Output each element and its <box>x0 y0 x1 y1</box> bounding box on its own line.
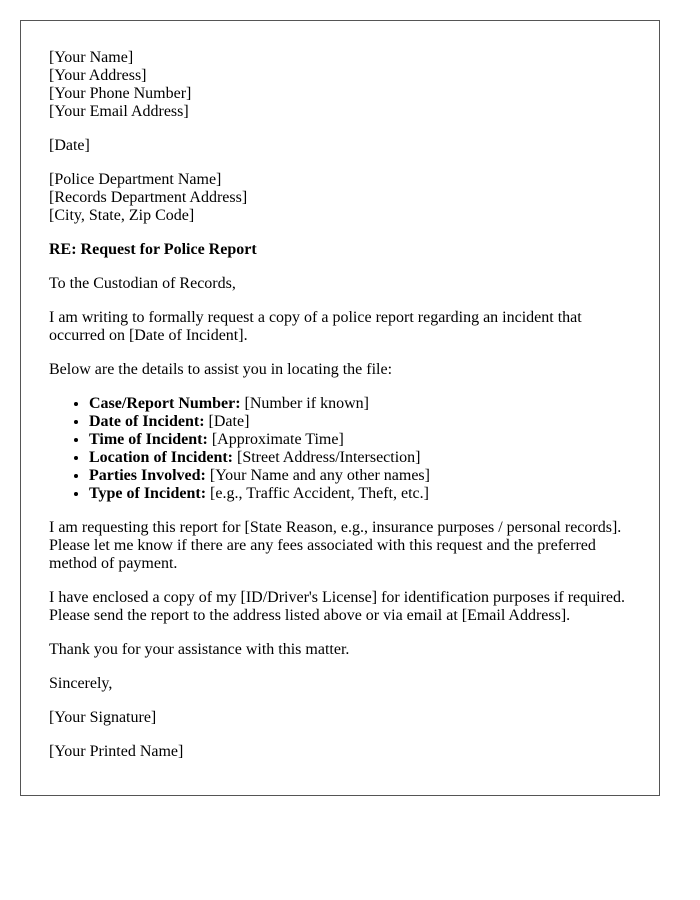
sender-phone: [Your Phone Number] <box>49 85 192 102</box>
paragraph-request: I am writing to formally request a copy of a police report regarding an incident that occurred on [Date of Incident]. <box>49 309 582 344</box>
detail-label: Case/Report Number: <box>89 395 241 412</box>
detail-value: [Approximate Time] <box>207 431 344 448</box>
recipient-block <box>49 171 631 225</box>
detail-item-location <box>89 449 631 467</box>
detail-label: Time of Incident: <box>89 431 208 448</box>
closing: Sincerely, <box>49 675 113 692</box>
letter-document <box>20 20 660 796</box>
detail-label: Type of Incident: <box>89 485 207 502</box>
detail-label: Parties Involved: <box>89 467 206 484</box>
sender-name: [Your Name] <box>49 49 134 66</box>
sender-address: [Your Address] <box>49 67 147 84</box>
recipient-address: [Records Department Address] <box>49 189 248 206</box>
detail-value: [Street Address/Intersection] <box>233 449 421 466</box>
signature: [Your Signature] <box>49 709 157 726</box>
detail-value: [e.g., Traffic Accident, Theft, etc.] <box>206 485 429 502</box>
detail-item-type <box>89 485 631 503</box>
printed-name: [Your Printed Name] <box>49 743 184 760</box>
salutation: To the Custodian of Records, <box>49 275 236 292</box>
sender-block <box>49 49 631 121</box>
detail-item-date <box>89 413 631 431</box>
detail-item-case-number <box>89 395 631 413</box>
detail-value: [Date] <box>204 413 250 430</box>
sender-email: [Your Email Address] <box>49 103 189 120</box>
detail-value: [Your Name and any other names] <box>205 467 430 484</box>
paragraph-enclosed: I have enclosed a copy of my [ID/Driver's License] for identification purposes if required. Please send the report to the address listed above or via email at [Email Address]. <box>49 589 626 624</box>
recipient-city-state-zip: [City, State, Zip Code] <box>49 207 195 224</box>
recipient-department: [Police Department Name] <box>49 171 222 188</box>
paragraph-details-intro: Below are the details to assist you in locating the file: <box>49 361 393 378</box>
detail-label: Date of Incident: <box>89 413 205 430</box>
detail-label: Location of Incident: <box>89 449 233 466</box>
paragraph-reason: I am requesting this report for [State Reason, e.g., insurance purposes / personal records]. Please let me know if there are any fees associated with this request and the preferred method of payment. <box>49 519 622 572</box>
detail-item-parties <box>89 467 631 485</box>
letter-date: [Date] <box>49 137 90 154</box>
detail-value: [Number if known] <box>240 395 369 412</box>
detail-item-time <box>89 431 631 449</box>
paragraph-thanks: Thank you for your assistance with this matter. <box>49 641 350 658</box>
details-list <box>49 395 631 503</box>
subject-line: RE: Request for Police Report <box>49 241 257 258</box>
